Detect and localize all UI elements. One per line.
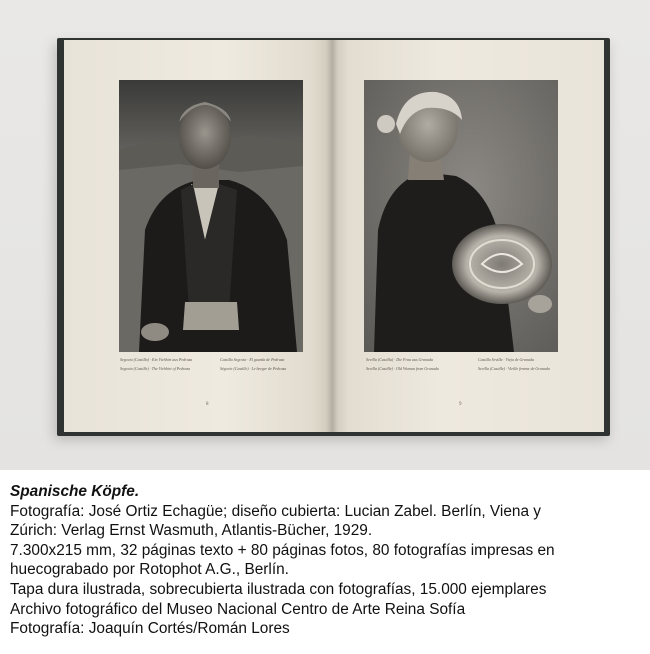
left-caption-b1: Castilla Segovia · El guarda de Pedraza (220, 357, 285, 362)
right-caption-b2: Sevilla (Castille) · Vieille femme de Granada (478, 366, 550, 371)
book-title: Spanische Köpfe. (10, 483, 140, 500)
left-caption-a2: Segovia (Castille) · The Viehhirt of Pedraza (120, 366, 191, 371)
left-page-number: 8 (206, 402, 209, 407)
left-plate-portrait-man (119, 80, 303, 352)
right-caption-b1: Castilla Sevilla · Vieja de Granada (478, 357, 534, 362)
book-gutter (326, 40, 338, 432)
caption-line: Archivo fotográfico del Museo Nacional Centro de Arte Reina Sofía (10, 600, 466, 618)
caption-line: Zúrich: Verlag Ernst Wasmuth, Atlantis-Bücher, 1929. (10, 522, 373, 540)
left-caption-b2: Ségovie (Castille) · Le berger de Pedraza (220, 366, 287, 371)
left-caption-a1: Segovia (Castilla) · Ein Viehhirt aus Pedraza (120, 357, 193, 362)
right-plate-portrait-woman (364, 80, 558, 352)
caption-text-block (10, 482, 640, 639)
right-caption-a1: Sevilla (Castilla) · Die Frau aus Granada (366, 357, 433, 362)
right-page-number: 9 (459, 402, 462, 407)
caption-line: 7.300x215 mm, 32 páginas texto + 80 páginas fotos, 80 fotografías impresas en (10, 541, 555, 559)
caption-line: Fotografía: Joaquín Cortés/Román Lores (10, 620, 290, 638)
caption-line: huecograbado por Rotophot A.G., Berlín. (10, 561, 289, 579)
right-caption-a2: Sevilla (Castille) · Old Woman from Granada (366, 366, 439, 371)
caption-line: Fotografía: José Ortiz Echagüe; diseño cubierta: Lucian Zabel. Berlín, Viena y (10, 502, 541, 520)
caption-line: Tapa dura ilustrada, sobrecubierta ilustrada con fotografías, 15.000 ejemplares (10, 580, 547, 598)
